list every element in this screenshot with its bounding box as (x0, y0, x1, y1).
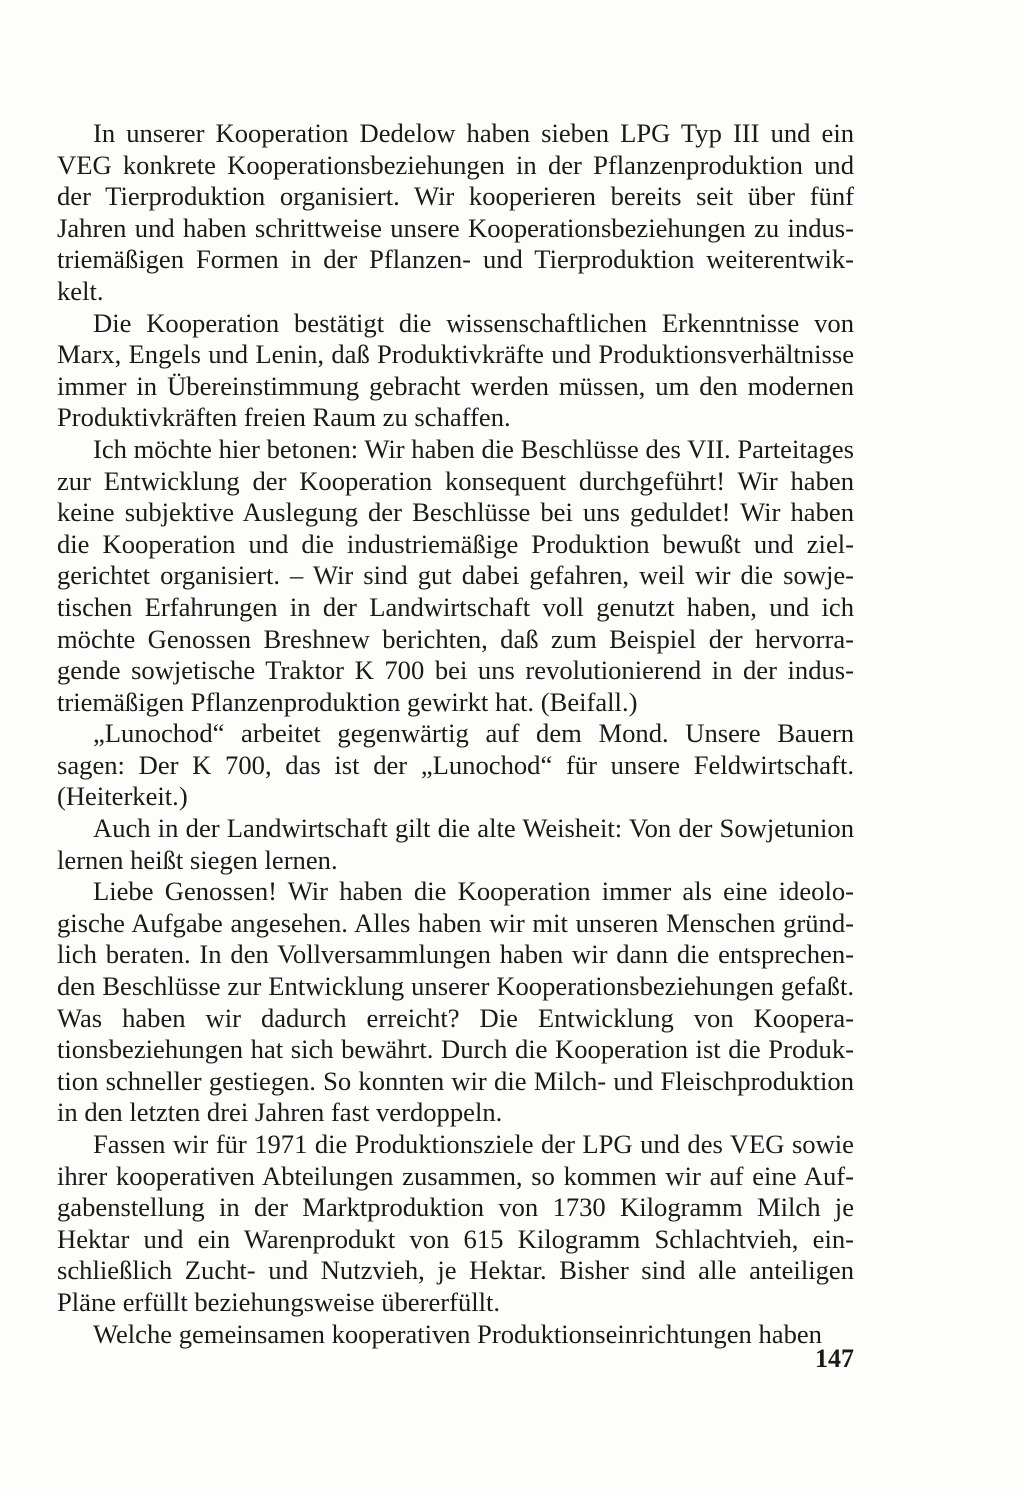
body-text (57, 118, 854, 1350)
paragraph: Die Kooperation bestätigt die wissenschaftlichen Erkenntnisse von Marx, Engels und Lenin, daß Produktivkräfte und Produktionsverhältnisse immer in Übereinstimmung gebracht werden müssen, um den modernen Produktivkräften freien Raum zu schaffen. (57, 307, 854, 433)
paragraph: Auch in der Landwirtschaft gilt die alte Weisheit: Von der Sowjetunion lernen heißt siegen lernen. (57, 813, 854, 875)
paragraph: Ich möchte hier betonen: Wir haben die Beschlüsse des VII. Parteitages zur Entwicklung der Kooperation konsequent durchgeführt! Wir haben keine subjektive Auslegung der Beschlüsse bei uns geduldet! Wir haben die Kooperation und die industriemäßige Produktion bewußt und zielgerichtet organisiert. – Wir sind gut dabei gefahren, weil wir die sowjetischen Erfahrungen in der Landwirtschaft voll genutzt haben, und ich möchte Genossen Breshnew berichten, daß zum Beispiel der hervorragende sowjetische Traktor K 700 bei uns revolutionierend in der industriemäßigen Pflanzenproduktion gewirkt hat. (Beifall.) (57, 433, 854, 717)
paragraph: Liebe Genossen! Wir haben die Kooperation immer als eine ideologische Aufgabe angesehen. Alles haben wir mit unseren Menschen gründlich beraten. In den Vollversammlungen haben wir dann die entsprechenden Beschlüsse zur Entwicklung unserer Kooperationsbeziehungen gefaßt. Was haben wir dadurch erreicht? Die Entwicklung von Kooperationsbeziehungen hat sich bewährt. Durch die Kooperation ist die Produktion schneller gestiegen. So konnten wir die Milch- und Fleischproduktion in den letzten drei Jahren fast verdoppeln. (57, 876, 854, 1128)
paragraph: Welche gemeinsamen kooperativen Produktionseinrichtungen haben (93, 1318, 822, 1349)
paragraph: In unserer Kooperation Dedelow haben sieben LPG Typ III und ein VEG konkrete Kooperationsbeziehungen in der Pflanzenproduktion und der Tierproduktion organisiert. Wir kooperieren bereits seit über fünf Jahren und haben schrittweise unsere Kooperationsbeziehungen zu industriemäßigen Formen in der Pflanzen- und Tierproduktion weiterentwikkelt. (57, 118, 854, 306)
page-number: 147 (815, 1344, 854, 1373)
paragraph: „Lunochod“ arbeitet gegenwärtig auf dem Mond. Unsere Bauern sagen: Der K 700, das ist der „Lunochod“ für unsere Feldwirtschaft. (Heiterkeit.) (57, 718, 854, 812)
paragraph: Fassen wir für 1971 die Produktionsziele der LPG und des VEG sowie ihrer kooperativen Abteilungen zusammen, so kommen wir auf eine Aufgabenstellung in der Marktproduktion von 1730 Kilogramm Milch je Hektar und ein Warenprodukt von 615 Kilogramm Schlachtvieh, einschließlich Zucht- und Nutzvieh, je Hektar. Bisher sind alle anteiligen Pläne erfüllt beziehungsweise übererfüllt. (57, 1129, 854, 1317)
